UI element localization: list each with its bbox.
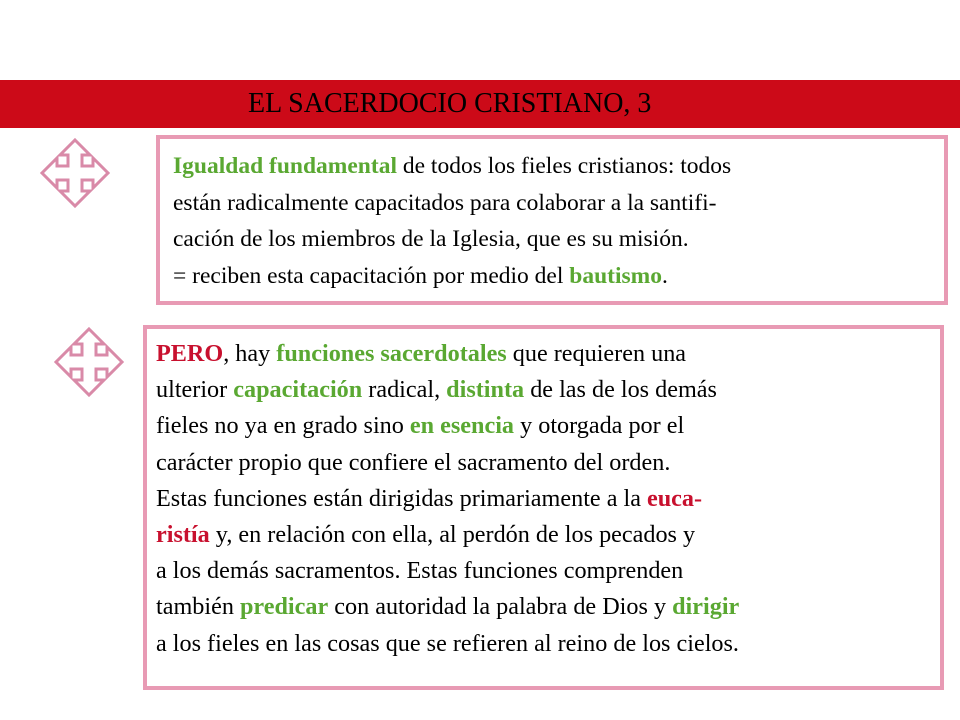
emphasis-green: predicar [239, 593, 329, 621]
text-line [173, 258, 944, 295]
text-run: fieles no ya en grado sino [156, 412, 410, 440]
text-run: también [156, 593, 240, 621]
emphasis-red: PERO [156, 340, 224, 367]
text-line: están radicalmente capacitados para colaborar a la santifi- [173, 189, 717, 216]
text-line: carácter propio que confiere el sacramento del orden. [156, 448, 671, 476]
emphasis-green: capacitación [233, 376, 363, 404]
emphasis-green: bautismo [569, 262, 662, 289]
text-run: y otorgada por el [514, 412, 685, 440]
text-line: cación de los miembros de la Iglesia, que es su misión. [173, 226, 689, 252]
emphasis-green: dirigir [672, 593, 740, 621]
equality-text-box [156, 135, 948, 305]
text-line [173, 148, 944, 185]
text-run: de las de los demás [524, 376, 717, 404]
text-run: y, en relación con ella, al perdón de los pecados y [209, 521, 696, 549]
text-run: = reciben esta capacitación por medio del [173, 262, 570, 289]
text-run: ulterior [156, 376, 234, 404]
text-line [156, 336, 940, 372]
emphasis-red: ristía [156, 521, 210, 549]
text-line: a los demás sacramentos. Estas funciones comprenden [156, 557, 684, 585]
emphasis-red: euca- [646, 484, 703, 512]
emphasis-green: funciones sacerdotales [276, 340, 507, 367]
emphasis-green: en esencia [409, 412, 515, 440]
slide-title: EL SACERDOCIO CRISTIANO, 3 [248, 88, 652, 119]
text-line [156, 408, 940, 444]
text-run: con autoridad la palabra de Dios y [328, 593, 673, 621]
text-run: radical, [362, 376, 447, 404]
text-line [156, 517, 940, 553]
text-run: . [661, 262, 668, 289]
text-run: que requieren una [506, 340, 687, 367]
text-line [156, 589, 940, 625]
text-line: a los fieles en las cosas que se refieren al reino de los cielos. [156, 629, 739, 657]
four-way-arrow-icon [40, 138, 110, 208]
four-way-arrow-icon [54, 327, 124, 397]
emphasis-green: distinta [446, 376, 525, 404]
text-line [156, 481, 940, 517]
text-run: Estas funciones están dirigidas primariamente a la [156, 484, 647, 512]
emphasis-green: Igualdad fundamental [173, 153, 397, 179]
text-run: , hay [223, 340, 277, 367]
text-line [156, 372, 940, 408]
text-run: de todos los fieles cristianos: todos [396, 153, 732, 179]
priestly-functions-text-box [143, 325, 944, 690]
